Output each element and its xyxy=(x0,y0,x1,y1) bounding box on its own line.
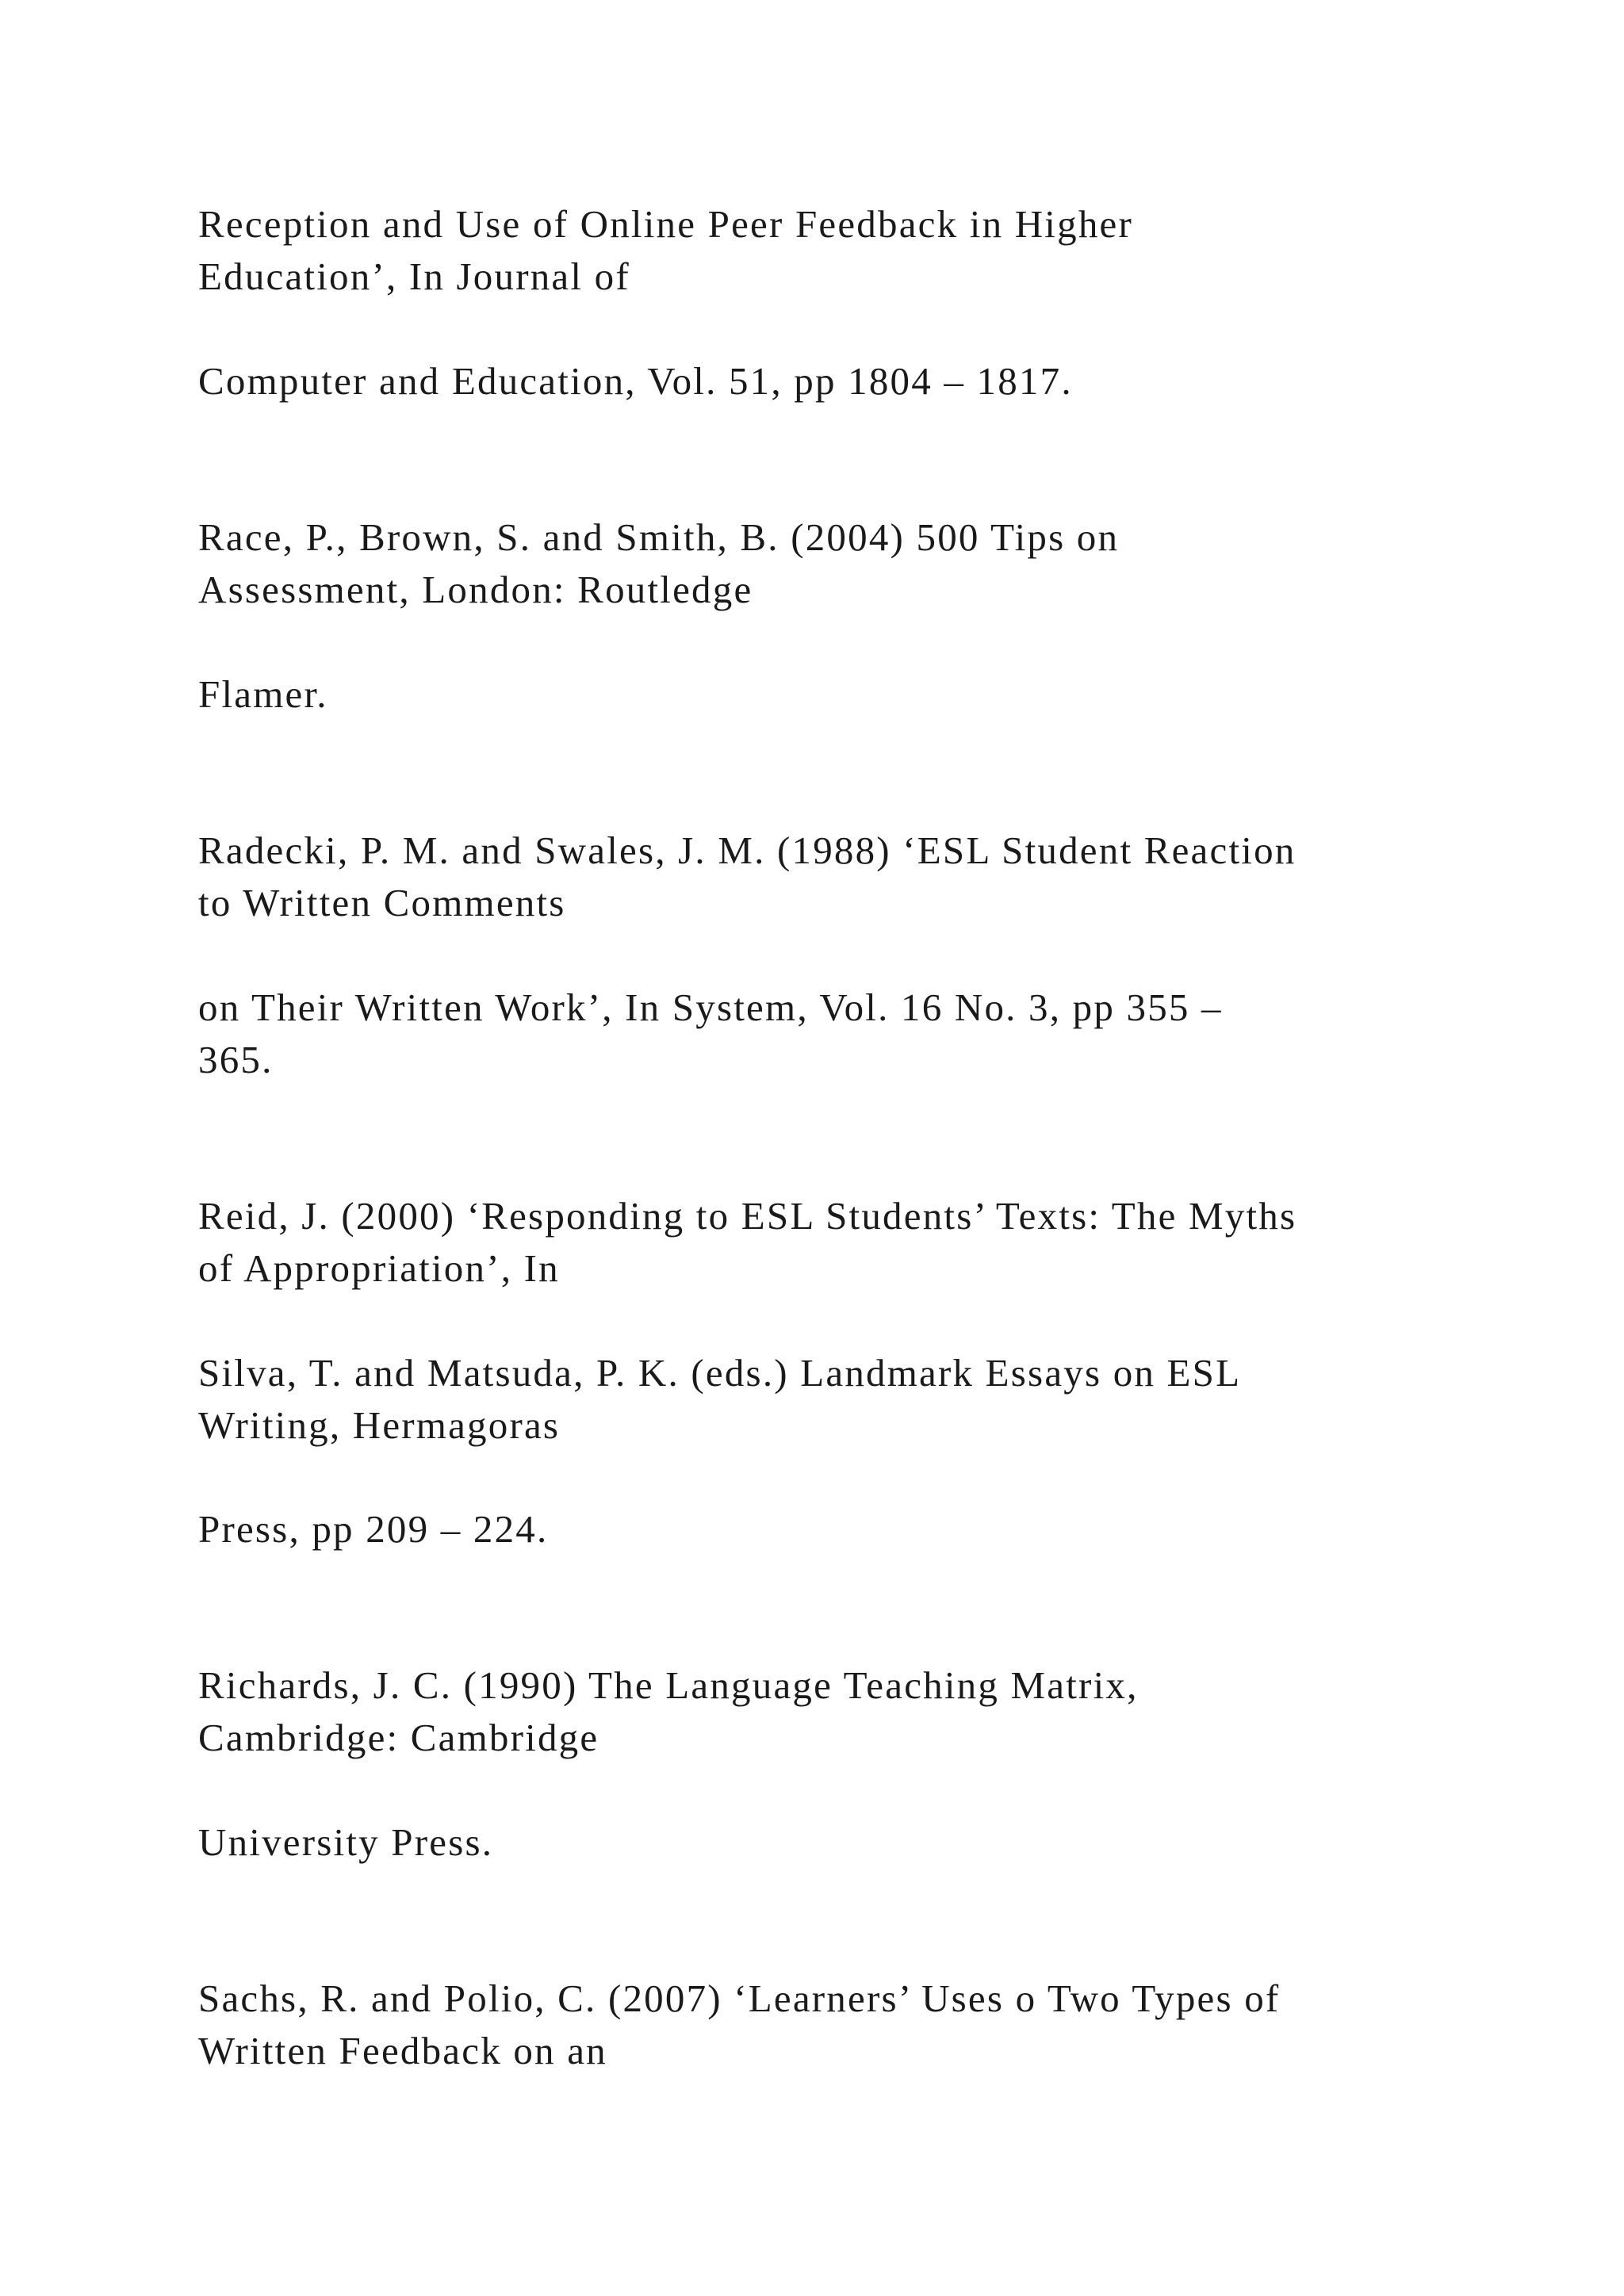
reference-line: to Written Comments xyxy=(198,881,566,924)
reference-line: Richards, J. C. (1990) The Language Teaching Matrix, xyxy=(198,1663,1139,1707)
reference-line: Writing, Hermagoras xyxy=(198,1403,561,1447)
reference-line: Cambridge: Cambridge xyxy=(198,1716,599,1759)
reference-line: University Press. xyxy=(198,1820,494,1864)
reference-line: Race, P., Brown, S. and Smith, B. (2004) 500 Tips on xyxy=(198,515,1120,559)
reference-line: Flamer. xyxy=(198,672,328,716)
reference-line: Education’, In Journal of xyxy=(198,254,630,298)
reference-line: Sachs, R. and Polio, C. (2007) ‘Learners’ Uses o Two Types of xyxy=(198,1976,1281,2020)
reference-line: Computer and Education, Vol. 51, pp 1804 – 1817. xyxy=(198,359,1073,403)
reference-line: Assessment, London: Routledge xyxy=(198,568,753,611)
reference-line: Reception and Use of Online Peer Feedback in Higher xyxy=(198,202,1133,246)
reference-line: on Their Written Work’, In System, Vol. 16 No. 3, pp 355 – xyxy=(198,985,1223,1029)
reference-line: Written Feedback on an xyxy=(198,2029,607,2072)
reference-line: 365. xyxy=(198,1038,274,1081)
reference-line: Reid, J. (2000) ‘Responding to ESL Students’ Texts: The Myths xyxy=(198,1194,1297,1238)
reference-line: Silva, T. and Matsuda, P. K. (eds.) Landmark Essays on ESL xyxy=(198,1351,1242,1395)
reference-line: Radecki, P. M. and Swales, J. M. (1988) ‘ESL Student Reaction xyxy=(198,828,1297,872)
reference-line: Press, pp 209 – 224. xyxy=(198,1507,549,1551)
reference-line: of Appropriation’, In xyxy=(198,1246,560,1290)
